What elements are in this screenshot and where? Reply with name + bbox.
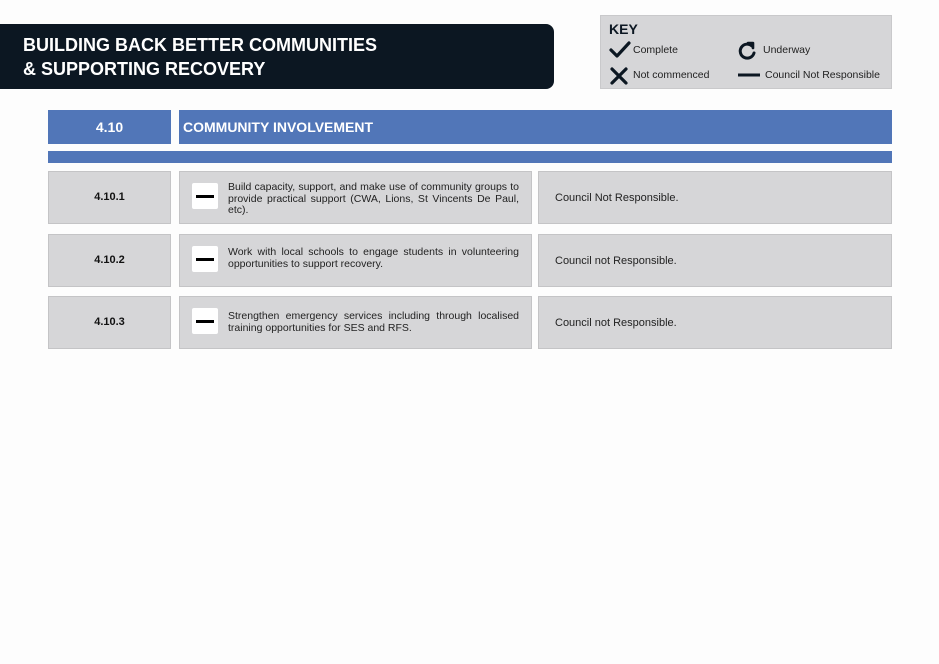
key-underway-label: Underway [763, 44, 811, 56]
row-status [538, 296, 892, 349]
row-number: 4.10.2 [48, 234, 171, 287]
dash-icon [737, 71, 761, 79]
section-number: 4.10 [48, 110, 171, 144]
row-description-text: Work with local schools to engage students in volunteering opportunities to support recovery. [228, 246, 519, 270]
refresh-icon [737, 41, 757, 61]
section-title: COMMUNITY INVOLVEMENT [179, 110, 892, 144]
section-divider-bar [48, 151, 892, 163]
dash-icon [192, 183, 218, 209]
row-number: 4.10.3 [48, 296, 171, 349]
checkmark-icon [609, 41, 631, 59]
cross-icon [609, 66, 629, 86]
row-description-text: Strengthen emergency services including through localised training opportunities for SES and RFS. [228, 310, 519, 334]
row-status [538, 171, 892, 224]
row-status [538, 234, 892, 287]
dash-icon [192, 308, 218, 334]
status-key [600, 15, 892, 89]
key-council-not-responsible-label: Council Not Responsible [765, 69, 880, 81]
banner-line-1: BUILDING BACK BETTER COMMUNITIES [23, 35, 377, 55]
row-status-text: Council not Responsible. [555, 316, 677, 329]
banner-line-2: & SUPPORTING RECOVERY [23, 59, 266, 79]
row-status-text: Council Not Responsible. [555, 191, 679, 204]
row-number: 4.10.1 [48, 171, 171, 224]
row-description-text: Build capacity, support, and make use of community groups to provide practical support (CWA, Lions, St Vincents De Paul, etc). [228, 181, 519, 216]
key-complete-label: Complete [633, 44, 678, 56]
page-banner [0, 24, 554, 89]
key-not-commenced-label: Not commenced [633, 69, 710, 81]
dash-icon [192, 246, 218, 272]
key-title: KEY [609, 21, 638, 37]
row-description [179, 296, 532, 349]
row-description [179, 171, 532, 224]
row-description [179, 234, 532, 287]
row-status-text: Council not Responsible. [555, 254, 677, 267]
